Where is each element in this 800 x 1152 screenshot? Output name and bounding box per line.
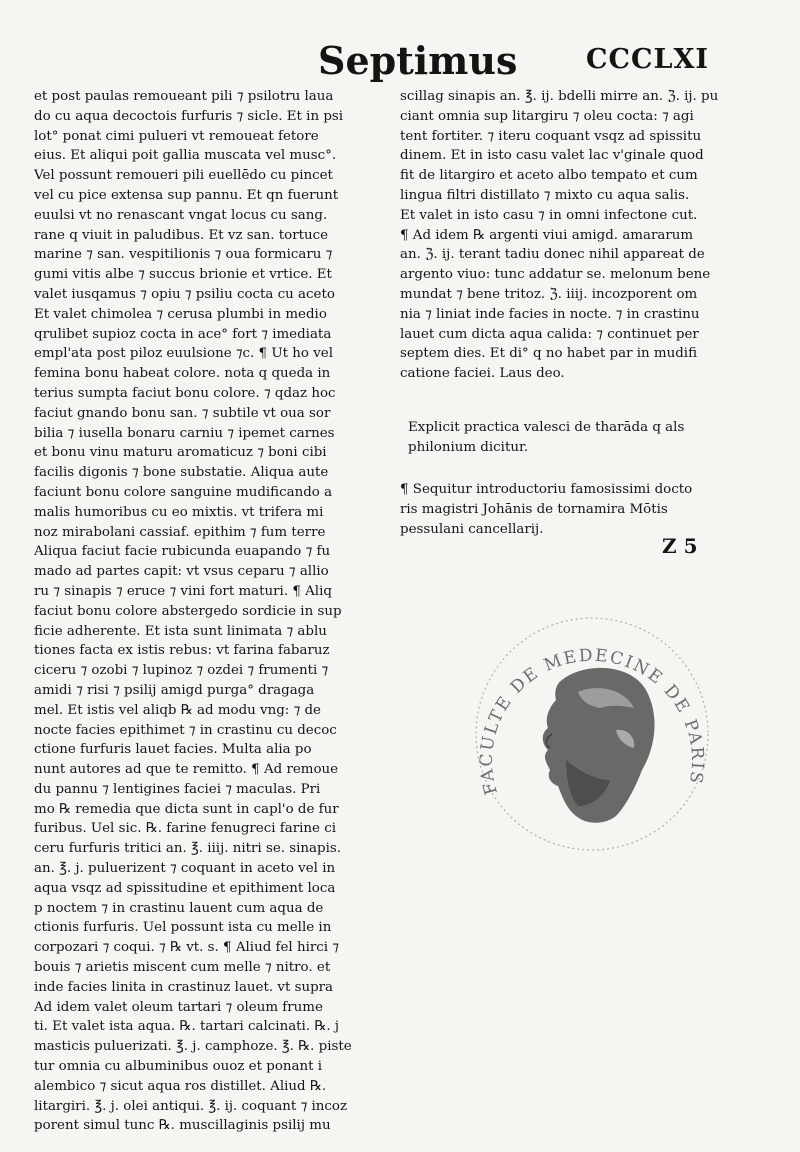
text-line: septem dies. Et di° q no habet par in mudifi — [400, 346, 698, 362]
text-line: euulsi vt no renascant vngat locus cu sang. — [34, 207, 328, 223]
text-line: tent fortiter. ⁊ iteru coquant vsqz ad spissitu — [400, 128, 702, 144]
text-line: ciant omnia sup litargiru ⁊ oleu cocta: ⁊ agi — [400, 108, 694, 124]
text-line: corpozari ⁊ coqui. ⁊ ℞ vt. s. ¶ Aliud fel hirci ⁊ — [34, 940, 339, 956]
text-line: qrulibet supioz cocta in ace° fort ⁊ imediata — [34, 326, 332, 342]
text-line: Ad idem valet oleum tartari ⁊ oleum frume — [34, 999, 323, 1015]
text-line: tiones facta ex istis rebus: vt farina fabaruz — [34, 643, 330, 659]
explicit-line: Explicit practica valesci de tharāda q als — [408, 420, 685, 435]
text-line: inde facies linita in crastinuz lauet. vt supra — [34, 979, 334, 995]
text-line: argento viuo: tunc addatur se. melonum bene — [400, 267, 711, 283]
text-line: nunt autores ad que te remitto. ¶ Ad remoue — [34, 762, 339, 778]
text-line: porent simul tunc ℞. muscillaginis psilij mu — [34, 1118, 331, 1134]
running-title: Septimus — [318, 38, 518, 83]
text-line: catione faciei. Laus deo. — [400, 366, 565, 382]
text-line: masticis puluerizati. ℥. j. camphoze. ℥. ℞. piste — [34, 1039, 352, 1055]
text-line: fit de litargiro et aceto albo tempato et cum — [400, 168, 698, 184]
text-line: mo ℞ remedia que dicta sunt in capl'o de fur — [34, 801, 339, 817]
text-line: Vel possunt remoueri pili euellēdo cu pincet — [34, 168, 333, 184]
sequitur-heading — [400, 480, 770, 540]
text-line: ti. Et valet ista aqua. ℞. tartari calcinati. ℞. j — [34, 1019, 340, 1035]
explicit-line: philonium dicitur. — [408, 440, 529, 455]
text-line: litargiri. ℥. j. olei antiqui. ℥. ij. coquant ⁊ incoz — [34, 1098, 347, 1114]
text-line: ru ⁊ sinapis ⁊ eruce ⁊ vini fort maturi. ¶ Aliq — [34, 583, 332, 599]
text-line: amidi ⁊ risi ⁊ psilij amigd purga° dragaga — [34, 682, 315, 698]
text-line: faciut gnando bonu san. ⁊ subtile vt oua sor — [34, 405, 331, 421]
portrait-profile-icon — [543, 668, 655, 823]
text-line: faciut bonu colore abstergedo sordicie in sup — [34, 603, 342, 619]
text-line: bouis ⁊ arietis miscent cum melle ⁊ nitro. et — [34, 960, 331, 976]
signature-mark: Z 5 — [662, 534, 698, 558]
text-line: nia ⁊ liniat inde facies in nocte. ⁊ in crastinu — [400, 306, 700, 322]
text-line: rane q viuit in paludibus. Et vz san. tortuce — [34, 227, 329, 243]
text-line: mado ad partes capit: vt vsus ceparu ⁊ allio — [34, 564, 329, 580]
text-line: tur omnia cu albuminibus ouoz et ponant i — [34, 1059, 323, 1075]
text-line: an. ℨ. ij. terant tadiu donec nihil appareat de — [400, 247, 705, 263]
text-line: marine ⁊ san. vespitilionis ⁊ oua formicaru ⁊ — [34, 247, 333, 263]
text-line: bilia ⁊ iusella bonaru carniu ⁊ ipemet carnes — [34, 425, 335, 441]
left-column — [34, 87, 404, 1136]
sequitur-line: ris magistri Johānis de tornamira Mōtis — [400, 502, 668, 517]
text-line: ficie adherente. Et ista sunt linimata ⁊ ablu — [34, 623, 327, 639]
text-line: dinem. Et in isto casu valet lac v'ginale quod — [400, 148, 704, 164]
stamp-text: FACULTE DE MEDECINE DE PARIS — [476, 645, 708, 797]
text-line: Et valet chimolea ⁊ cerusa plumbi in medio — [34, 306, 327, 322]
text-line: ctionis furfuris. Uel possunt ista cu melle in — [34, 920, 332, 936]
text-line: mundat ⁊ bene tritoz. ℨ. iiij. incozporent om — [400, 286, 698, 302]
text-line: du pannu ⁊ lentigines faciei ⁊ maculas. Pri — [34, 781, 321, 797]
text-line: et bonu vinu maturu aromaticuz ⁊ boni cibi — [34, 445, 327, 461]
text-line: lot° ponat cimi pulueri vt remoueat fetore — [34, 128, 319, 144]
text-line: valet iusqamus ⁊ opiu ⁊ psiliu cocta cu aceto — [34, 286, 335, 302]
text-line: vel cu pice extensa sup pannu. Et qn fuerunt — [34, 187, 339, 203]
text-line: an. ℥. j. puluerizent ⁊ coquant in aceto vel in — [34, 861, 336, 877]
text-line: terius sumpta faciut bonu colore. ⁊ qdaz hoc — [34, 385, 336, 401]
text-line: ¶ Ad idem ℞ argenti viui amigd. amararum — [400, 227, 694, 243]
text-line: ceru furfuris tritici an. ℥. iiij. nitri se. sinapis. — [34, 841, 342, 857]
text-line: et post paulas remoueant pili ⁊ psilotru laua — [34, 89, 334, 104]
text-line: eius. Et aliqui poit gallia muscata vel musc°. — [34, 148, 337, 164]
right-column — [400, 87, 772, 384]
text-line: nocte facies epithimet ⁊ in crastinu cu decoc — [34, 722, 337, 738]
text-line: alembico ⁊ sicut aqua ros distillet. Aliud ℞. — [34, 1078, 327, 1094]
text-line: faciunt bonu colore sanguine mudificando a — [34, 484, 333, 500]
text-line: do cu aqua decoctois furfuris ⁊ sicle. Et in psi — [34, 108, 344, 124]
text-line: ctione furfuris lauet facies. Multa alia po — [34, 742, 312, 758]
text-line: malis humoribus cu eo mixtis. vt trifera mi — [34, 504, 324, 520]
text-line: noz mirabolani cassiaf. epithim ⁊ fum terre — [34, 524, 326, 540]
text-line: scillag sinapis an. ℥. ij. bdelli mirre an. ℨ. ij. pu — [400, 89, 719, 104]
text-line: Et valet in isto casu ⁊ in omni infectone cut. — [400, 207, 698, 223]
text-line: ciceru ⁊ ozobi ⁊ lupinoz ⁊ ozdei ⁊ frumenti ⁊ — [34, 663, 329, 679]
text-line: p noctem ⁊ in crastinu lauent cum aqua de — [34, 900, 324, 916]
sequitur-line: pessulani cancellarij. — [400, 522, 544, 537]
text-line: lauet cum dicta aqua calida: ⁊ continuet per — [400, 326, 699, 342]
text-line: Aliqua faciut facie rubicunda euapando ⁊ fu — [34, 544, 331, 560]
library-stamp — [466, 610, 718, 858]
text-line: facilis digonis ⁊ bone substatie. Aliqua aute — [34, 465, 329, 481]
running-head — [318, 36, 738, 86]
folio-number: CCCLXI — [586, 44, 710, 75]
sequitur-line: ¶ Sequitur introductoriu famosissimi docto — [400, 482, 693, 497]
explicit-colophon — [408, 418, 778, 458]
text-line: aqua vsqz ad spissitudine et epithiment loca — [34, 880, 336, 896]
text-line: femina bonu habeat colore. nota q queda in — [34, 366, 331, 382]
text-line: gumi vitis albe ⁊ succus brionie et vrtice. Et — [34, 267, 332, 283]
text-line: furibus. Uel sic. ℞. farine fenugreci farine ci — [34, 821, 336, 837]
text-line: lingua filtri distillato ⁊ mixto cu aqua salis. — [400, 187, 690, 203]
stamp-graphic — [466, 610, 718, 858]
text-line: empl'ata post piloz euulsione ⁊c. ¶ Ut ho vel — [34, 346, 333, 362]
text-line: mel. Et istis vel aliqb ℞ ad modu vng: ⁊ de — [34, 702, 321, 718]
